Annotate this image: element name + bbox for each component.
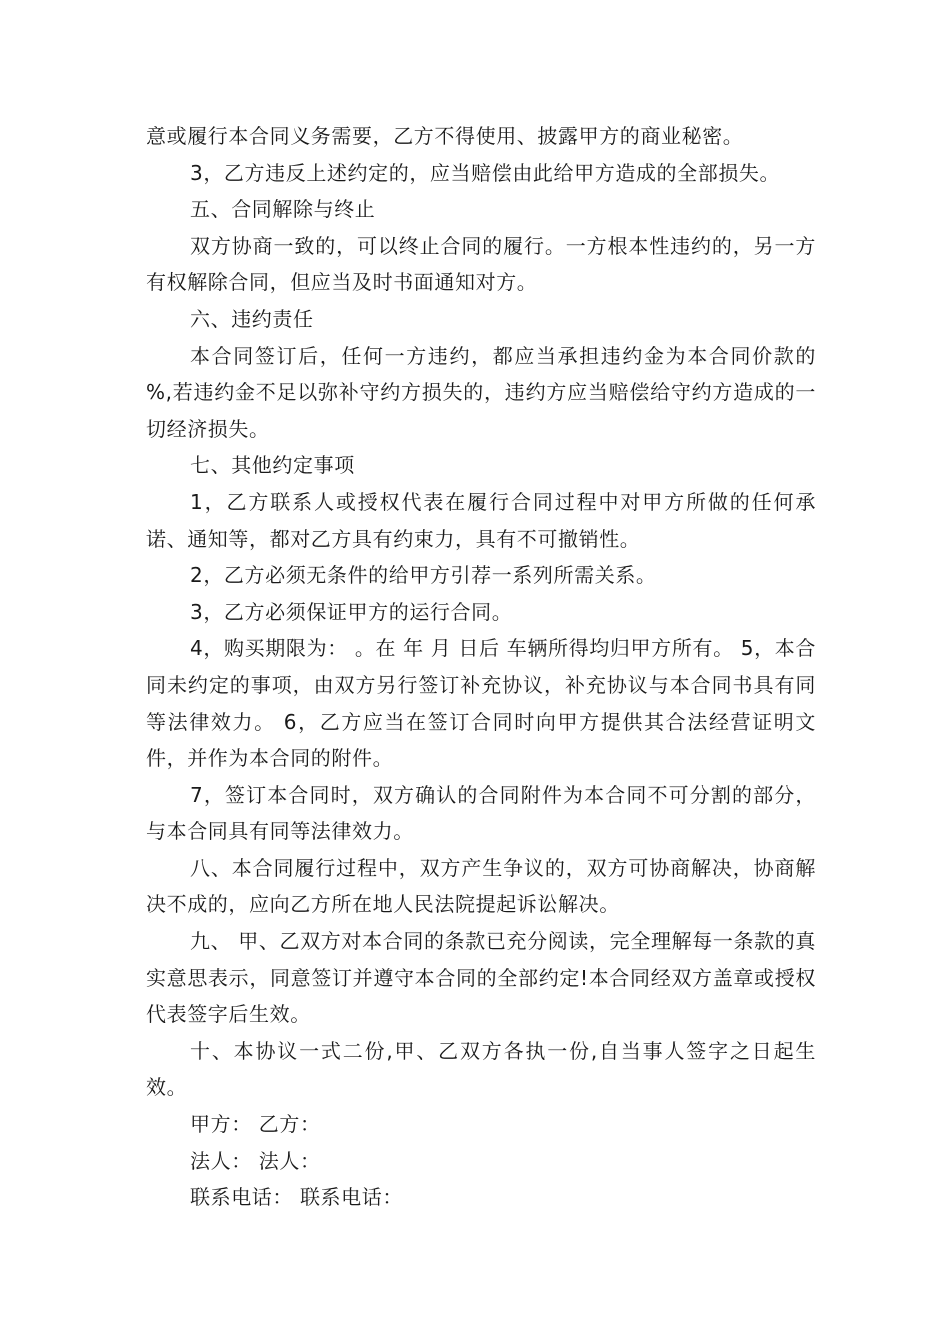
paragraph-clause-2: 2，乙方必须无条件的给甲方引荐一系列所需关系。 [190,563,657,588]
paragraph-clause-3: 3，乙方必须保证甲方的运行合同。 [190,599,513,624]
paragraph-section-9: 九、 甲、乙双方对本合同的条款已充分阅读，完全理解每一条款的真实意思表示，同意签订并遵守本合同的全部约定!本合同经双方盖章或授权代表签字后生效。 [146,929,816,1027]
signature-legal-rep-line: 法人： 法人： [190,1148,321,1173]
signature-party-line: 甲方： 乙方： [190,1112,321,1137]
paragraph-section-10: 十、本协议一式二份,甲、乙双方各执一份,自当事人签字之日起生效。 [146,1038,816,1100]
heading-section-6: 六、违约责任 [190,306,314,331]
paragraph-clause-3-compensation: 3，乙方违反上述约定的，应当赔偿由此给甲方造成的全部损失。 [190,160,781,185]
heading-section-5: 五、合同解除与终止 [190,197,376,222]
paragraph-termination: 双方协商一致的，可以终止合同的履行。一方根本性违约的，另一方有权解除合同，但应当及时书面通知对方。 [146,233,816,295]
signature-phone-line: 联系电话： 联系电话： [190,1185,403,1210]
paragraph-section-8: 八、本合同履行过程中，双方产生争议的，双方可协商解决，协商解决不成的，应向乙方所在地人民法院提起诉讼解决。 [146,855,816,917]
heading-section-7: 七、其他约定事项 [190,453,355,478]
paragraph-clause-7: 7，签订本合同时，双方确认的合同附件为本合同不可分割的部分，与本合同具有同等法律效力。 [146,782,816,844]
paragraph-clause-1: 1，乙方联系人或授权代表在履行合同过程中对甲方所做的任何承诺、通知等，都对乙方具有约束力，具有不可撤销性。 [146,489,816,551]
paragraph-liability: 本合同签订后，任何一方违约，都应当承担违约金为本合同价款的 %,若违约金不足以弥补守约方损失的，违约方应当赔偿给守约方造成的一切经济损失。 [146,343,816,441]
paragraph-clause-4-5-6: 4，购买期限为： 。在 年 月 日后 车辆所得均归甲方所有。 5，本合同未约定的事项，由双方另行签订补充协议，补充协议与本合同书具有同等法律效力。 6，乙方应当在签订合同时向甲方提供其合法经营证明文件，并作为本合同的附件。 [146,636,817,771]
paragraph-trade-secret-tail: 意或履行本合同义务需要，乙方不得使用、披露甲方的商业秘密。 [146,124,744,148]
contract-body [146,118,816,1216]
